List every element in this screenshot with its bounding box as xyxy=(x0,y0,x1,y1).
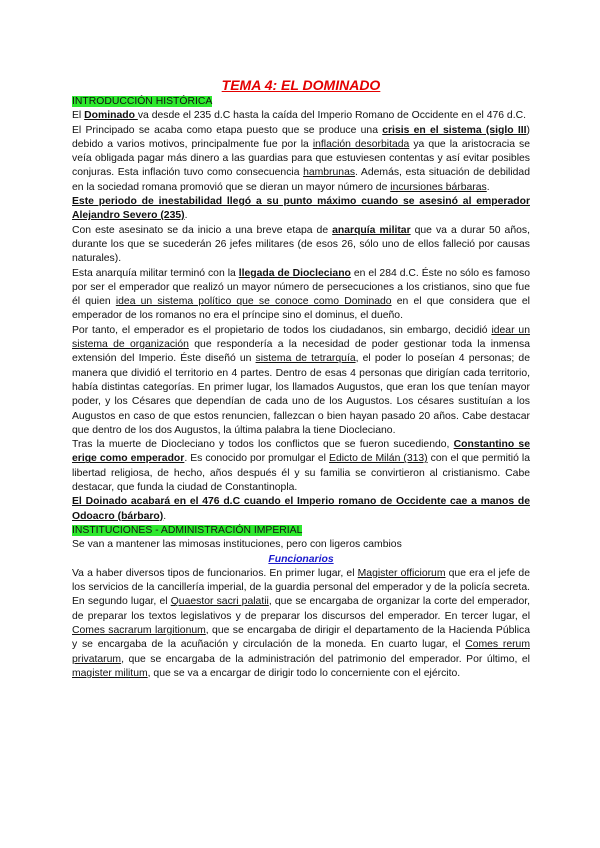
text-run: El Principado se acaba como etapa puesto que se produce una xyxy=(72,124,383,136)
text-run: . xyxy=(163,510,167,522)
paragraph-tetrarquia xyxy=(72,324,530,438)
term-edicto-milan: Edicto de Milán (313) xyxy=(329,453,428,465)
paragraph-constantino xyxy=(72,438,530,495)
term-magister-militum: magister militum xyxy=(72,667,148,679)
text-run: , que se encargaba de la administración del patrimonio del emperador. Por último, el xyxy=(121,653,530,665)
document-body xyxy=(72,76,530,681)
section-heading-text: INSTITUCIONES - ADMINISTRACIÓN IMPERIAL xyxy=(72,524,303,536)
paragraph-principado-crisis xyxy=(72,124,530,195)
text-run: El xyxy=(72,110,85,122)
text-run: que era el jefe de los servicios de la cancillería imperial, de la guardia personal del emperador y de la policía secreta. En segundo lugar, el xyxy=(72,567,530,608)
paragraph-instituciones-intro: Se van a mantener las mimosas instituciones, pero con ligeros cambios xyxy=(72,539,402,551)
term-constantino: Constantino se erige como emperador xyxy=(72,439,530,465)
text-run: va desde el 235 d.C hasta la caída del Imperio Romano de Occidente en el 476 d.C. xyxy=(137,110,526,122)
section-heading-introduccion xyxy=(72,95,530,109)
term-tetrarquia: sistema de tetrarquía xyxy=(255,353,356,365)
text-run: Esta anarquía militar terminó con la xyxy=(72,267,239,279)
text-run: que respondería a la necesidad de poder gestionar toda la inmensa extensión del Imperio. Éste diseñó un xyxy=(72,339,530,365)
term-magister-officiorum: Magister officiorum xyxy=(357,567,446,579)
term-hambrunas: hambrunas xyxy=(303,167,356,179)
text-run: ya que la aristocracia se veía obligada pagar más dinero a las guardias para que estuviesen contentas y así evitar posibles conjuras. Esta inflación tuvo como consecuencia xyxy=(72,138,530,179)
text-run: que va a durar 50 años, durante los que se sucederán 26 jefes militares (de esos 26, sólo uno de ellos falleció por causas naturales). xyxy=(72,224,530,265)
text-run: , que se encargaba de dirigir el departamento de la Hacienda Pública y se encargaba de la acuñación y circulación de la moneda. En cuarto lugar, el xyxy=(72,624,531,651)
text-run: Por tanto, el emperador es el propietario de todos los ciudadanos, sin embargo, decidió xyxy=(72,324,492,336)
text-run: en el 284 d.C. Éste no sólo es famoso por ser el emperador que realizó un mayor número de persecuciones a los cristianos, sino que fue él quien xyxy=(72,267,530,308)
term-comes-rerum-privatarum: Comes rerum privatarum xyxy=(72,639,530,665)
paragraph-inestabilidad xyxy=(72,195,530,224)
text-run: . xyxy=(486,181,490,193)
text-run: , que se encargaba de organizar la corte del emperador, de preparar los textos legislativos y de preparar los discursos del emperador. En tercer lugar, el xyxy=(72,596,531,622)
text-run: . Es conocido por promulgar el xyxy=(184,453,330,465)
term-anarquia-militar: anarquía militar xyxy=(332,224,411,236)
paragraph-fin-dominado xyxy=(72,495,530,524)
section-heading-instituciones xyxy=(72,524,530,538)
term-crisis-sistema: crisis en el sistema (siglo III xyxy=(382,124,527,136)
term-comes-sacrarum-largitionum: Comes sacrarum largitionum xyxy=(72,624,206,636)
paragraph-diocleciano xyxy=(72,267,530,324)
text-run: en el que considera que el emperador de los romanos no era el príncipe sino el dominus, el dueño. xyxy=(72,296,530,322)
term-llegada-diocleciano: llegada de Diocleciano xyxy=(238,267,351,279)
term-incursiones-barbaras: incursiones bárbaras xyxy=(390,181,487,193)
text-run: con el que permitió la libertad religiosa, de hecho, años después él y su familia se convirtieron al cristianismo. Cabe destacar, que funda la ciudad de Constantinopla. xyxy=(72,453,531,494)
term-sistema-politico: idea un sistema político que se conoce como Dominado xyxy=(115,296,392,308)
text-run: , que se va a encargar de dirigir todo lo concerniente con el ejército. xyxy=(147,667,461,679)
section-heading-text: INTRODUCCIÓN HISTÓRICA xyxy=(72,96,213,107)
term-inflacion: inflación desorbitada xyxy=(312,138,410,150)
statement-inestabilidad: Este periodo de inestabilidad llegó a su punto máximo cuando se asesinó al emperador Alejandro Severo (235) xyxy=(72,196,530,222)
text-run: ) debido a varios motivos, principalmente fue por la xyxy=(72,124,530,150)
paragraph-anarquia-militar xyxy=(72,224,530,267)
paragraph-funcionarios xyxy=(72,567,530,681)
text-run: Va a haber diversos tipos de funcionarios. En primer lugar, el xyxy=(72,567,358,579)
term-sistema-organizacion: idear un sistema de organización xyxy=(72,324,530,351)
subheading-funcionarios: Funcionarios xyxy=(268,553,334,565)
text-run: . xyxy=(184,210,188,222)
term-dominado: Dominado xyxy=(84,110,138,122)
term-quaestor-sacri-palatii: Quaestor sacri palatii xyxy=(170,596,269,608)
text-run: , el poder lo poseían 4 personas; de manera que dividió el territorio en 4 partes. Dentro de esas 4 personas que dirigían cada territorio, había distintas categorías. En primer lugar, los llamados Augustos, que eran los que tenían mayor poder, y los Césares que dependían de cada uno de los Augustos. Los césares sustituían a los Augustos en caso de que estos renuncien, fallezcan o bien hayan pasado 20 años. Cabe destacar que dentro de los dos Augustos, la última palabra la tiene Diocleciano. xyxy=(72,353,530,436)
paragraph-dominado-intro xyxy=(72,109,530,123)
text-run: Con este asesinato se da inicio a una breve etapa de xyxy=(72,224,333,236)
page-title: TEMA 4: EL DOMINADO xyxy=(221,77,381,93)
text-run: Tras la muerte de Diocleciano y todos los conflictos que se fueron sucediendo, xyxy=(72,439,454,451)
statement-fin-dominado: El Doinado acabará en el 476 d.C cuando el Imperio romano de Occidente cae a manos de Odoacro (bárbaro) xyxy=(72,496,530,522)
text-run: . Además, esta situación de debilidad en la sociedad romana promovió que se dieran un mayor número de xyxy=(72,167,530,193)
